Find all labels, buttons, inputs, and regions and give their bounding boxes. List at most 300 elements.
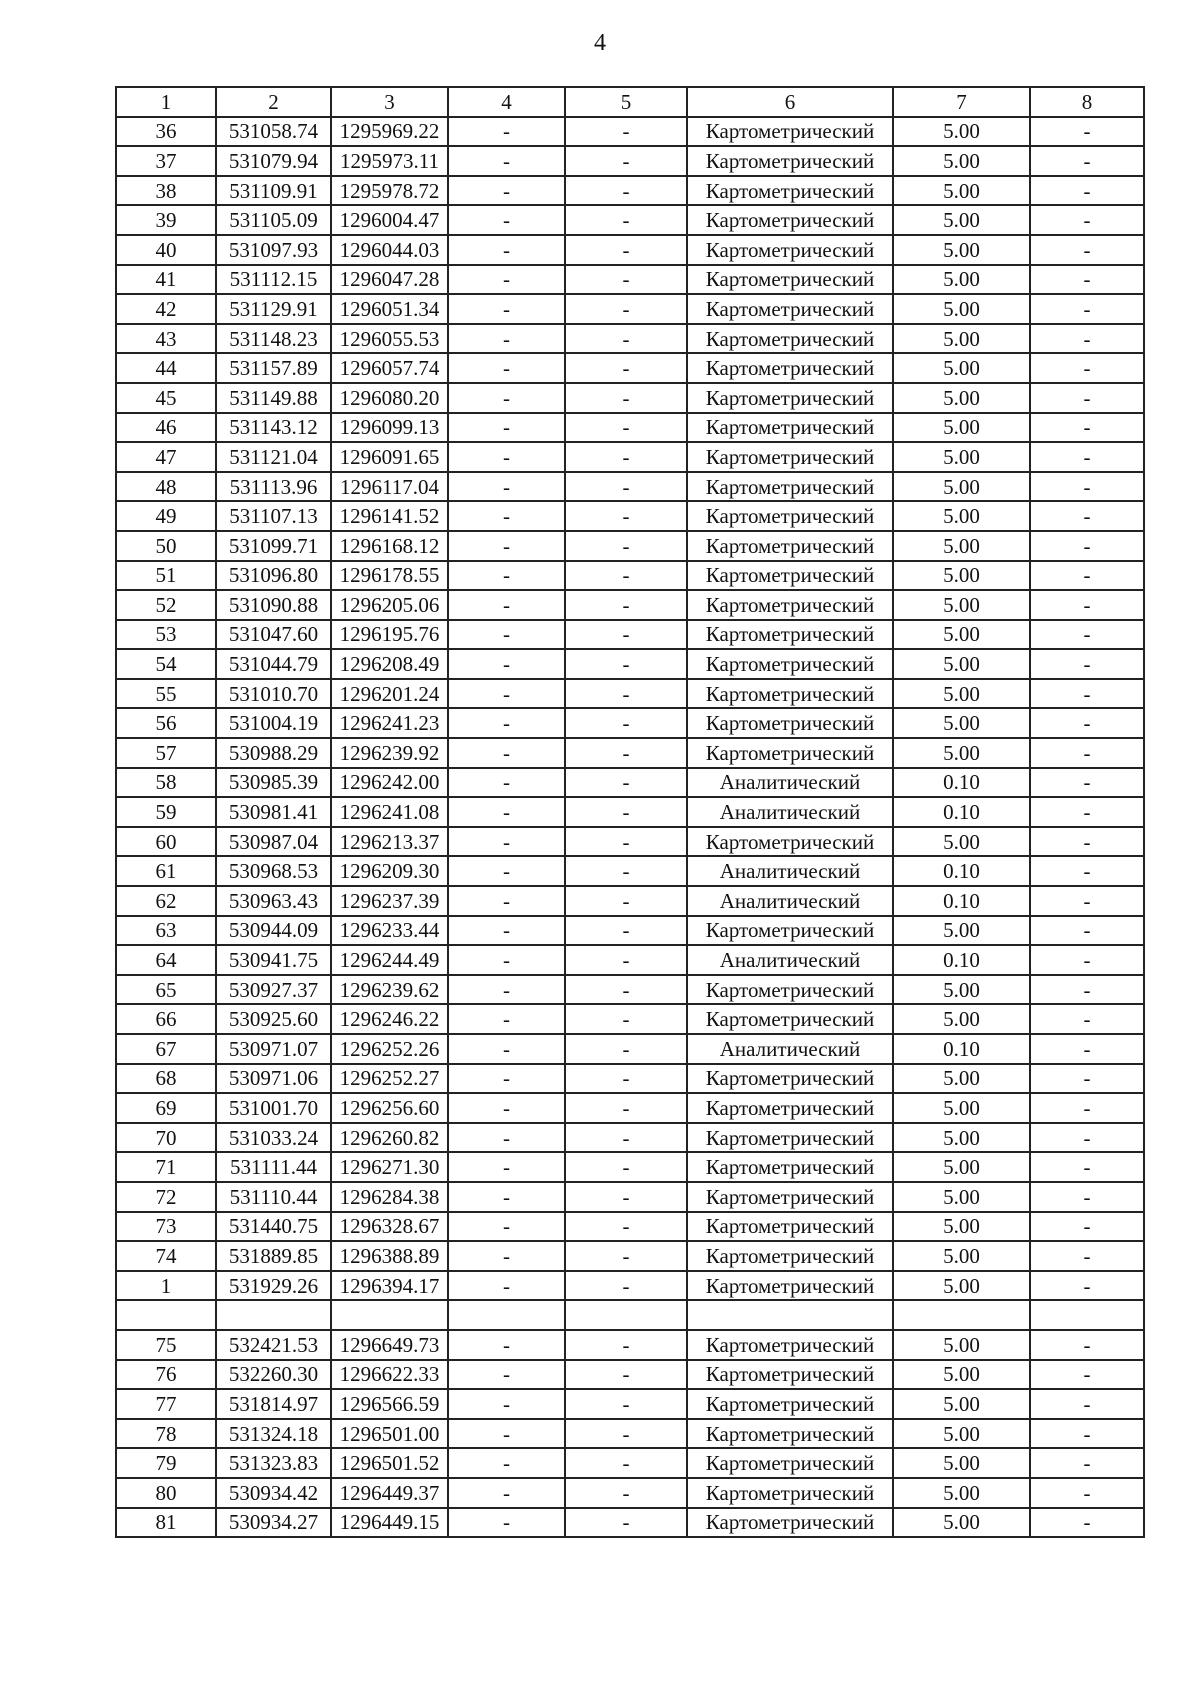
table-cell: - [448, 205, 565, 235]
table-cell: 81 [116, 1508, 216, 1538]
table-cell: - [565, 856, 687, 886]
table-cell: - [448, 768, 565, 798]
table-cell: Картометрический [687, 1360, 893, 1390]
table-cell: 531105.09 [216, 205, 331, 235]
table-cell: 531096.80 [216, 561, 331, 591]
table-cell: 5.00 [893, 117, 1030, 147]
table-cell: 530963.43 [216, 886, 331, 916]
table-cell: 79 [116, 1448, 216, 1478]
table-cell: 51 [116, 561, 216, 591]
table-cell: 37 [116, 146, 216, 176]
table-row [116, 1064, 1144, 1094]
table-cell: - [1030, 1360, 1144, 1390]
table-cell: 1295969.22 [331, 117, 448, 147]
table-cell: Аналитический [687, 856, 893, 886]
table-cell: - [565, 146, 687, 176]
table-row [116, 205, 1144, 235]
table-cell: 531113.96 [216, 472, 331, 502]
table-cell: 1296246.22 [331, 1004, 448, 1034]
table-cell: 54 [116, 649, 216, 679]
table-cell: 41 [116, 265, 216, 295]
table-cell: - [565, 590, 687, 620]
table-row [116, 1152, 1144, 1182]
table-cell: - [565, 886, 687, 916]
table-cell: - [448, 383, 565, 413]
table-cell: - [565, 1152, 687, 1182]
table-cell: - [448, 1123, 565, 1153]
table-row [116, 1478, 1144, 1508]
table-row [116, 353, 1144, 383]
table-cell: 61 [116, 856, 216, 886]
table-cell: 531148.23 [216, 324, 331, 354]
table-row [116, 1241, 1144, 1271]
table-cell: - [565, 1064, 687, 1094]
table-cell: - [448, 531, 565, 561]
table-cell: - [565, 975, 687, 1005]
table-cell: 0.10 [893, 856, 1030, 886]
table-cell: - [1030, 1034, 1144, 1064]
column-header-2: 2 [216, 87, 331, 117]
table-cell: 1296239.92 [331, 738, 448, 768]
table-cell: - [1030, 975, 1144, 1005]
table-cell: - [565, 1271, 687, 1301]
table-cell: - [565, 679, 687, 709]
table-cell: - [448, 1064, 565, 1094]
table-row [116, 531, 1144, 561]
table-cell: - [448, 620, 565, 650]
table-cell: 530934.27 [216, 1508, 331, 1538]
table-cell: Аналитический [687, 945, 893, 975]
table-cell: - [1030, 1123, 1144, 1153]
table-cell: 38 [116, 176, 216, 206]
table-row [116, 620, 1144, 650]
table-row [116, 1034, 1144, 1064]
table-cell: Аналитический [687, 768, 893, 798]
table-cell: - [448, 590, 565, 620]
table-row [116, 649, 1144, 679]
table-cell: - [565, 945, 687, 975]
table-cell: Картометрический [687, 1182, 893, 1212]
table-row [116, 886, 1144, 916]
table-cell: - [565, 413, 687, 443]
table-cell: Картометрический [687, 1123, 893, 1153]
table-row [116, 413, 1144, 443]
table-cell: 1296566.59 [331, 1389, 448, 1419]
table-row [116, 1182, 1144, 1212]
table-cell: 63 [116, 916, 216, 946]
table-cell: 531112.15 [216, 265, 331, 295]
table-cell: - [565, 501, 687, 531]
table-cell: - [1030, 442, 1144, 472]
table-cell: - [1030, 679, 1144, 709]
table-cell: 531047.60 [216, 620, 331, 650]
table-cell: Картометрический [687, 442, 893, 472]
table-cell: Картометрический [687, 1212, 893, 1242]
table-cell: - [1030, 413, 1144, 443]
table-row [116, 1271, 1144, 1301]
table-cell: 1296449.15 [331, 1508, 448, 1538]
table-cell: - [1030, 501, 1144, 531]
table-cell: 74 [116, 1241, 216, 1271]
table-cell: 50 [116, 531, 216, 561]
table-cell: 530971.07 [216, 1034, 331, 1064]
table-cell: 5.00 [893, 975, 1030, 1005]
table-cell: 5.00 [893, 916, 1030, 946]
table-cell: - [1030, 1182, 1144, 1212]
table-cell: - [565, 1212, 687, 1242]
table-row [116, 501, 1144, 531]
table-row [116, 1508, 1144, 1538]
table-cell: 1296233.44 [331, 916, 448, 946]
table-cell: 5.00 [893, 501, 1030, 531]
table-cell: - [1030, 353, 1144, 383]
table-cell: 1296055.53 [331, 324, 448, 354]
table-cell: 0.10 [893, 886, 1030, 916]
table-cell: 5.00 [893, 1064, 1030, 1094]
table-cell: - [565, 531, 687, 561]
table-cell: 5.00 [893, 472, 1030, 502]
table-cell: 1296649.73 [331, 1330, 448, 1360]
table-cell: - [1030, 383, 1144, 413]
table-cell: 39 [116, 205, 216, 235]
table-cell: - [448, 1212, 565, 1242]
table-cell: 5.00 [893, 561, 1030, 591]
table-row [116, 916, 1144, 946]
table-cell: 1296209.30 [331, 856, 448, 886]
table-cell: 5.00 [893, 590, 1030, 620]
table-cell: 5.00 [893, 738, 1030, 768]
table-cell: 1296449.37 [331, 1478, 448, 1508]
table-cell: - [565, 1508, 687, 1538]
table-cell: - [565, 797, 687, 827]
table-cell: - [1030, 265, 1144, 295]
table-cell: 531097.93 [216, 235, 331, 265]
table-cell: Аналитический [687, 1034, 893, 1064]
table-cell: 40 [116, 235, 216, 265]
table-cell: 530968.53 [216, 856, 331, 886]
column-header-1: 1 [116, 87, 216, 117]
table-cell: - [565, 708, 687, 738]
table-cell: - [1030, 590, 1144, 620]
table-cell: - [565, 561, 687, 591]
coordinates-table [115, 86, 1145, 1538]
table-cell: 531929.26 [216, 1271, 331, 1301]
table-cell: - [1030, 176, 1144, 206]
table-cell: 1296284.38 [331, 1182, 448, 1212]
table-cell: 5.00 [893, 235, 1030, 265]
table-row [116, 117, 1144, 147]
table-cell: 1296213.37 [331, 827, 448, 857]
table-cell: 36 [116, 117, 216, 147]
column-header-4: 4 [448, 87, 565, 117]
table-cell: - [565, 1241, 687, 1271]
table-cell: 5.00 [893, 1389, 1030, 1419]
table-cell: 1296047.28 [331, 265, 448, 295]
table-cell: 531111.44 [216, 1152, 331, 1182]
table-cell: 1296195.76 [331, 620, 448, 650]
table-cell: Аналитический [687, 797, 893, 827]
table-cell: - [448, 1004, 565, 1034]
table-cell: - [565, 1419, 687, 1449]
table-cell: 530971.06 [216, 1064, 331, 1094]
table-cell: 66 [116, 1004, 216, 1034]
table-cell: Картометрический [687, 620, 893, 650]
table-cell: - [565, 1330, 687, 1360]
table-cell: Картометрический [687, 176, 893, 206]
table-cell: 531010.70 [216, 679, 331, 709]
table-cell: - [448, 738, 565, 768]
table-cell: 531001.70 [216, 1093, 331, 1123]
table-cell: - [1030, 1448, 1144, 1478]
table-cell: - [1030, 294, 1144, 324]
table-row [116, 827, 1144, 857]
table-cell: 5.00 [893, 827, 1030, 857]
table-cell: - [448, 1389, 565, 1419]
table-cell: 1295978.72 [331, 176, 448, 206]
table-cell: 1296099.13 [331, 413, 448, 443]
table-cell: - [565, 1093, 687, 1123]
table-cell: - [448, 649, 565, 679]
table-cell: 58 [116, 768, 216, 798]
table-cell: - [1030, 1064, 1144, 1094]
table-cell [565, 1300, 687, 1330]
table-cell: 1296241.08 [331, 797, 448, 827]
table-cell: 531323.83 [216, 1448, 331, 1478]
table-cell: - [565, 649, 687, 679]
table-cell: - [1030, 708, 1144, 738]
table-cell: 49 [116, 501, 216, 531]
table-cell: - [448, 916, 565, 946]
table-cell: 531107.13 [216, 501, 331, 531]
table-cell: Картометрический [687, 1241, 893, 1271]
table-cell: 531109.91 [216, 176, 331, 206]
table-cell: - [565, 117, 687, 147]
table-cell: 57 [116, 738, 216, 768]
table-cell: 530981.41 [216, 797, 331, 827]
table-cell: Картометрический [687, 1419, 893, 1449]
table-cell: - [565, 1389, 687, 1419]
table-cell: Картометрический [687, 916, 893, 946]
table-cell: 59 [116, 797, 216, 827]
table-cell [116, 1300, 216, 1330]
table-cell: 72 [116, 1182, 216, 1212]
table-cell: Картометрический [687, 235, 893, 265]
table-cell: 42 [116, 294, 216, 324]
table-cell: - [448, 1448, 565, 1478]
table-row [116, 708, 1144, 738]
table-cell: 5.00 [893, 1271, 1030, 1301]
table-row [116, 1419, 1144, 1449]
table-cell: - [1030, 205, 1144, 235]
table-cell: - [448, 1093, 565, 1123]
table-cell: - [565, 1360, 687, 1390]
table-cell: 69 [116, 1093, 216, 1123]
table-cell: - [1030, 1271, 1144, 1301]
table-cell: 532421.53 [216, 1330, 331, 1360]
table-cell: - [1030, 768, 1144, 798]
table-cell: Картометрический [687, 708, 893, 738]
table-cell: - [1030, 1478, 1144, 1508]
table-cell: 5.00 [893, 1182, 1030, 1212]
table-cell: 5.00 [893, 265, 1030, 295]
table-row [116, 561, 1144, 591]
table-cell: 5.00 [893, 205, 1030, 235]
table-cell: 1296208.49 [331, 649, 448, 679]
table-cell: 5.00 [893, 679, 1030, 709]
table-cell: - [565, 1123, 687, 1153]
table-cell: 531143.12 [216, 413, 331, 443]
table-cell: - [565, 620, 687, 650]
table-cell: 1296205.06 [331, 590, 448, 620]
table-cell: - [1030, 1152, 1144, 1182]
table-cell: - [565, 324, 687, 354]
table-cell: 75 [116, 1330, 216, 1360]
table-cell: Картометрический [687, 472, 893, 502]
table-cell: - [448, 708, 565, 738]
table-cell: 1296242.00 [331, 768, 448, 798]
table-cell: 5.00 [893, 413, 1030, 443]
table-cell: - [565, 1478, 687, 1508]
table-cell [216, 1300, 331, 1330]
table-cell: Картометрический [687, 205, 893, 235]
table-cell: - [1030, 1004, 1144, 1034]
table-cell: 76 [116, 1360, 216, 1390]
table-cell: 531324.18 [216, 1419, 331, 1449]
table-cell: - [1030, 827, 1144, 857]
table-cell: Картометрический [687, 294, 893, 324]
table-cell: - [1030, 1241, 1144, 1271]
table-cell: Картометрический [687, 649, 893, 679]
table-cell: 1296501.00 [331, 1419, 448, 1449]
table-cell: - [1030, 1389, 1144, 1419]
table-row [116, 1093, 1144, 1123]
table-cell: Картометрический [687, 1330, 893, 1360]
table-cell: 5.00 [893, 1123, 1030, 1153]
table-cell: - [565, 768, 687, 798]
table-row [116, 768, 1144, 798]
table-cell: 1296388.89 [331, 1241, 448, 1271]
table-cell: Картометрический [687, 1448, 893, 1478]
table-cell: Картометрический [687, 383, 893, 413]
table-cell: - [565, 472, 687, 502]
table-cell: 0.10 [893, 1034, 1030, 1064]
table-cell: - [565, 176, 687, 206]
table-row [116, 679, 1144, 709]
table-cell: - [1030, 738, 1144, 768]
table-cell: - [448, 146, 565, 176]
table-cell: 1296239.62 [331, 975, 448, 1005]
table-cell: 531004.19 [216, 708, 331, 738]
table-cell: - [448, 1360, 565, 1390]
table-cell: 77 [116, 1389, 216, 1419]
table-cell: 80 [116, 1478, 216, 1508]
table-cell: 5.00 [893, 176, 1030, 206]
table-cell: 1296080.20 [331, 383, 448, 413]
table-cell: 46 [116, 413, 216, 443]
table-cell: Картометрический [687, 561, 893, 591]
table-cell: - [565, 235, 687, 265]
table-cell: 71 [116, 1152, 216, 1182]
table-cell: Картометрический [687, 117, 893, 147]
table-cell: 5.00 [893, 1093, 1030, 1123]
table-row [116, 442, 1144, 472]
table-cell: Картометрический [687, 1064, 893, 1094]
table-cell: 1296328.67 [331, 1212, 448, 1242]
table-cell: Картометрический [687, 679, 893, 709]
table-row [116, 1300, 1144, 1330]
table-cell: 5.00 [893, 146, 1030, 176]
table-cell: - [448, 886, 565, 916]
table-cell: - [448, 975, 565, 1005]
table-row [116, 235, 1144, 265]
table-cell: - [448, 176, 565, 206]
table-cell: - [448, 117, 565, 147]
table-cell: - [448, 1478, 565, 1508]
table-cell: - [448, 442, 565, 472]
table-cell: - [448, 679, 565, 709]
table-cell: Картометрический [687, 738, 893, 768]
table-cell: - [448, 856, 565, 886]
table-cell: - [448, 797, 565, 827]
table-row [116, 294, 1144, 324]
table-cell: - [448, 1271, 565, 1301]
table-cell: 5.00 [893, 1152, 1030, 1182]
table-cell: 1296168.12 [331, 531, 448, 561]
table-cell: Картометрический [687, 146, 893, 176]
table-cell: 1295973.11 [331, 146, 448, 176]
table-cell: - [1030, 945, 1144, 975]
table-cell: - [1030, 1093, 1144, 1123]
table-cell: 1296501.52 [331, 1448, 448, 1478]
table-cell: Картометрический [687, 590, 893, 620]
table-cell: Картометрический [687, 1271, 893, 1301]
table-cell: 68 [116, 1064, 216, 1094]
table-cell: 1296117.04 [331, 472, 448, 502]
table-cell: - [1030, 1419, 1144, 1449]
table-cell: 1296622.33 [331, 1360, 448, 1390]
table-cell: 44 [116, 353, 216, 383]
table-cell: 1296252.27 [331, 1064, 448, 1094]
table-cell: 530944.09 [216, 916, 331, 946]
table-cell: 5.00 [893, 531, 1030, 561]
table-cell: - [448, 235, 565, 265]
table-row [116, 176, 1144, 206]
table-row [116, 472, 1144, 502]
table-cell: 5.00 [893, 294, 1030, 324]
table-cell: 1296004.47 [331, 205, 448, 235]
table-cell: - [448, 1152, 565, 1182]
table-cell: 530927.37 [216, 975, 331, 1005]
table-cell: - [448, 294, 565, 324]
table-cell: 5.00 [893, 442, 1030, 472]
table-row [116, 856, 1144, 886]
table-cell: - [1030, 620, 1144, 650]
table-cell: - [1030, 916, 1144, 946]
table-cell: 5.00 [893, 708, 1030, 738]
table-cell: Картометрический [687, 501, 893, 531]
table-cell: - [448, 1419, 565, 1449]
column-header-5: 5 [565, 87, 687, 117]
table-row [116, 383, 1144, 413]
table-cell: - [565, 294, 687, 324]
table-cell: - [1030, 235, 1144, 265]
table-cell: Картометрический [687, 353, 893, 383]
table-cell: - [1030, 1508, 1144, 1538]
table-cell: - [448, 353, 565, 383]
table-cell: Картометрический [687, 324, 893, 354]
table-cell: 531889.85 [216, 1241, 331, 1271]
table-cell: 53 [116, 620, 216, 650]
